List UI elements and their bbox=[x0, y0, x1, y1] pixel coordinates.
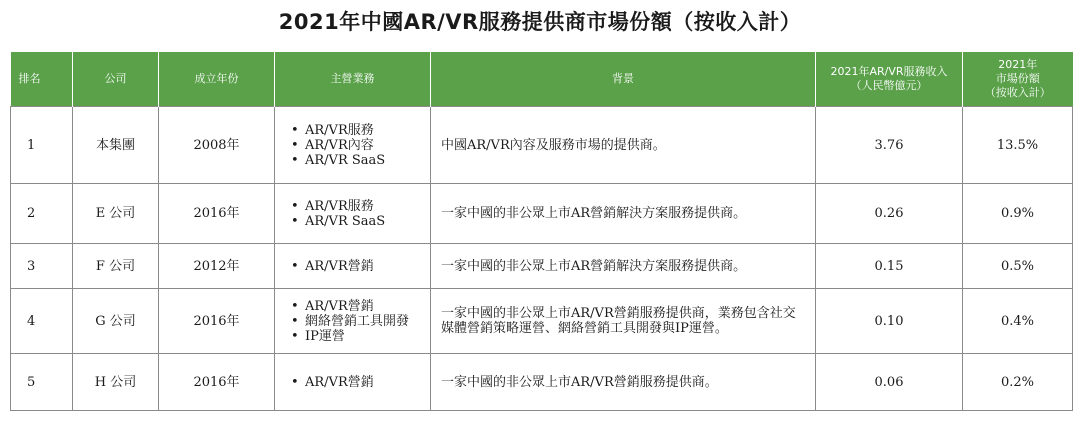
header-founded: 成立年份 bbox=[159, 52, 275, 107]
rank-cell: 1 bbox=[11, 107, 73, 184]
header-revenue bbox=[816, 52, 963, 107]
business-cell bbox=[275, 244, 431, 289]
business-cell bbox=[275, 107, 431, 184]
business-item: • AR/VR內容 bbox=[305, 138, 422, 153]
table-row bbox=[11, 107, 1073, 184]
business-cell bbox=[275, 184, 431, 244]
share-cell: 13.5% bbox=[963, 107, 1073, 184]
business-item: • AR/VR營銷 bbox=[305, 375, 422, 390]
founded-cell: 2008年 bbox=[159, 107, 275, 184]
header-revenue-line1: 2021年AR/VR服務收入 bbox=[830, 65, 948, 78]
revenue-cell: 0.26 bbox=[816, 184, 963, 244]
header-share bbox=[963, 52, 1073, 107]
share-cell: 0.5% bbox=[963, 244, 1073, 289]
company-cell: F 公司 bbox=[73, 244, 159, 289]
header-share-line2: 市場份額 bbox=[995, 72, 1040, 85]
business-item: • AR/VR營銷 bbox=[305, 259, 422, 274]
background-cell: 一家中國的非公眾上市AR營銷解決方案服務提供商。 bbox=[431, 244, 816, 289]
header-company: 公司 bbox=[73, 52, 159, 107]
header-background: 背景 bbox=[431, 52, 816, 107]
background-cell: 一家中國的非公眾上市AR/VR營銷服務提供商。 bbox=[431, 354, 816, 411]
revenue-cell: 0.06 bbox=[816, 354, 963, 411]
header-business: 主營業務 bbox=[275, 52, 431, 107]
business-list bbox=[289, 299, 422, 344]
business-item: • IP運營 bbox=[305, 329, 422, 344]
founded-cell: 2016年 bbox=[159, 184, 275, 244]
table-row bbox=[11, 244, 1073, 289]
founded-cell: 2012年 bbox=[159, 244, 275, 289]
market-share-table bbox=[10, 52, 1073, 411]
header-share-line1: 2021年 bbox=[998, 58, 1038, 71]
background-cell: 一家中國的非公眾上市AR/VR營銷服務提供商，業務包含社交媒體營銷策略運營、網絡營銷工具開發與IP運營。 bbox=[431, 289, 816, 354]
business-item: • AR/VR服務 bbox=[305, 123, 422, 138]
rank-cell: 5 bbox=[11, 354, 73, 411]
table-row bbox=[11, 184, 1073, 244]
business-item: • AR/VR營銷 bbox=[305, 299, 422, 314]
table-header-row bbox=[11, 52, 1073, 107]
company-cell: H 公司 bbox=[73, 354, 159, 411]
table-row bbox=[11, 289, 1073, 354]
header-rank: 排名 bbox=[11, 52, 73, 107]
background-cell: 一家中國的非公眾上市AR營銷解決方案服務提供商。 bbox=[431, 184, 816, 244]
rank-cell: 2 bbox=[11, 184, 73, 244]
rank-cell: 3 bbox=[11, 244, 73, 289]
business-cell bbox=[275, 354, 431, 411]
revenue-cell: 0.10 bbox=[816, 289, 963, 354]
revenue-cell: 3.76 bbox=[816, 107, 963, 184]
company-cell: 本集團 bbox=[73, 107, 159, 184]
company-cell: E 公司 bbox=[73, 184, 159, 244]
founded-cell: 2016年 bbox=[159, 354, 275, 411]
background-cell: 中國AR/VR內容及服務市場的提供商。 bbox=[431, 107, 816, 184]
business-list bbox=[289, 375, 422, 390]
business-list bbox=[289, 259, 422, 274]
business-item: • AR/VR SaaS bbox=[305, 214, 422, 229]
rank-cell: 4 bbox=[11, 289, 73, 354]
share-cell: 0.4% bbox=[963, 289, 1073, 354]
business-item: • AR/VR SaaS bbox=[305, 153, 422, 168]
revenue-cell: 0.15 bbox=[816, 244, 963, 289]
business-item: • 網絡營銷工具開發 bbox=[305, 314, 422, 329]
share-cell: 0.2% bbox=[963, 354, 1073, 411]
share-cell: 0.9% bbox=[963, 184, 1073, 244]
header-revenue-line2: （人民幣億元） bbox=[850, 79, 928, 92]
table-row bbox=[11, 354, 1073, 411]
business-list bbox=[289, 199, 422, 229]
business-cell bbox=[275, 289, 431, 354]
page-title: 2021年中國AR/VR服務提供商市場份額（按收入計） bbox=[278, 10, 802, 34]
founded-cell: 2016年 bbox=[159, 289, 275, 354]
business-item: • AR/VR服務 bbox=[305, 199, 422, 214]
header-share-line3: （按收入計） bbox=[984, 86, 1051, 99]
company-cell: G 公司 bbox=[73, 289, 159, 354]
business-list bbox=[289, 123, 422, 168]
